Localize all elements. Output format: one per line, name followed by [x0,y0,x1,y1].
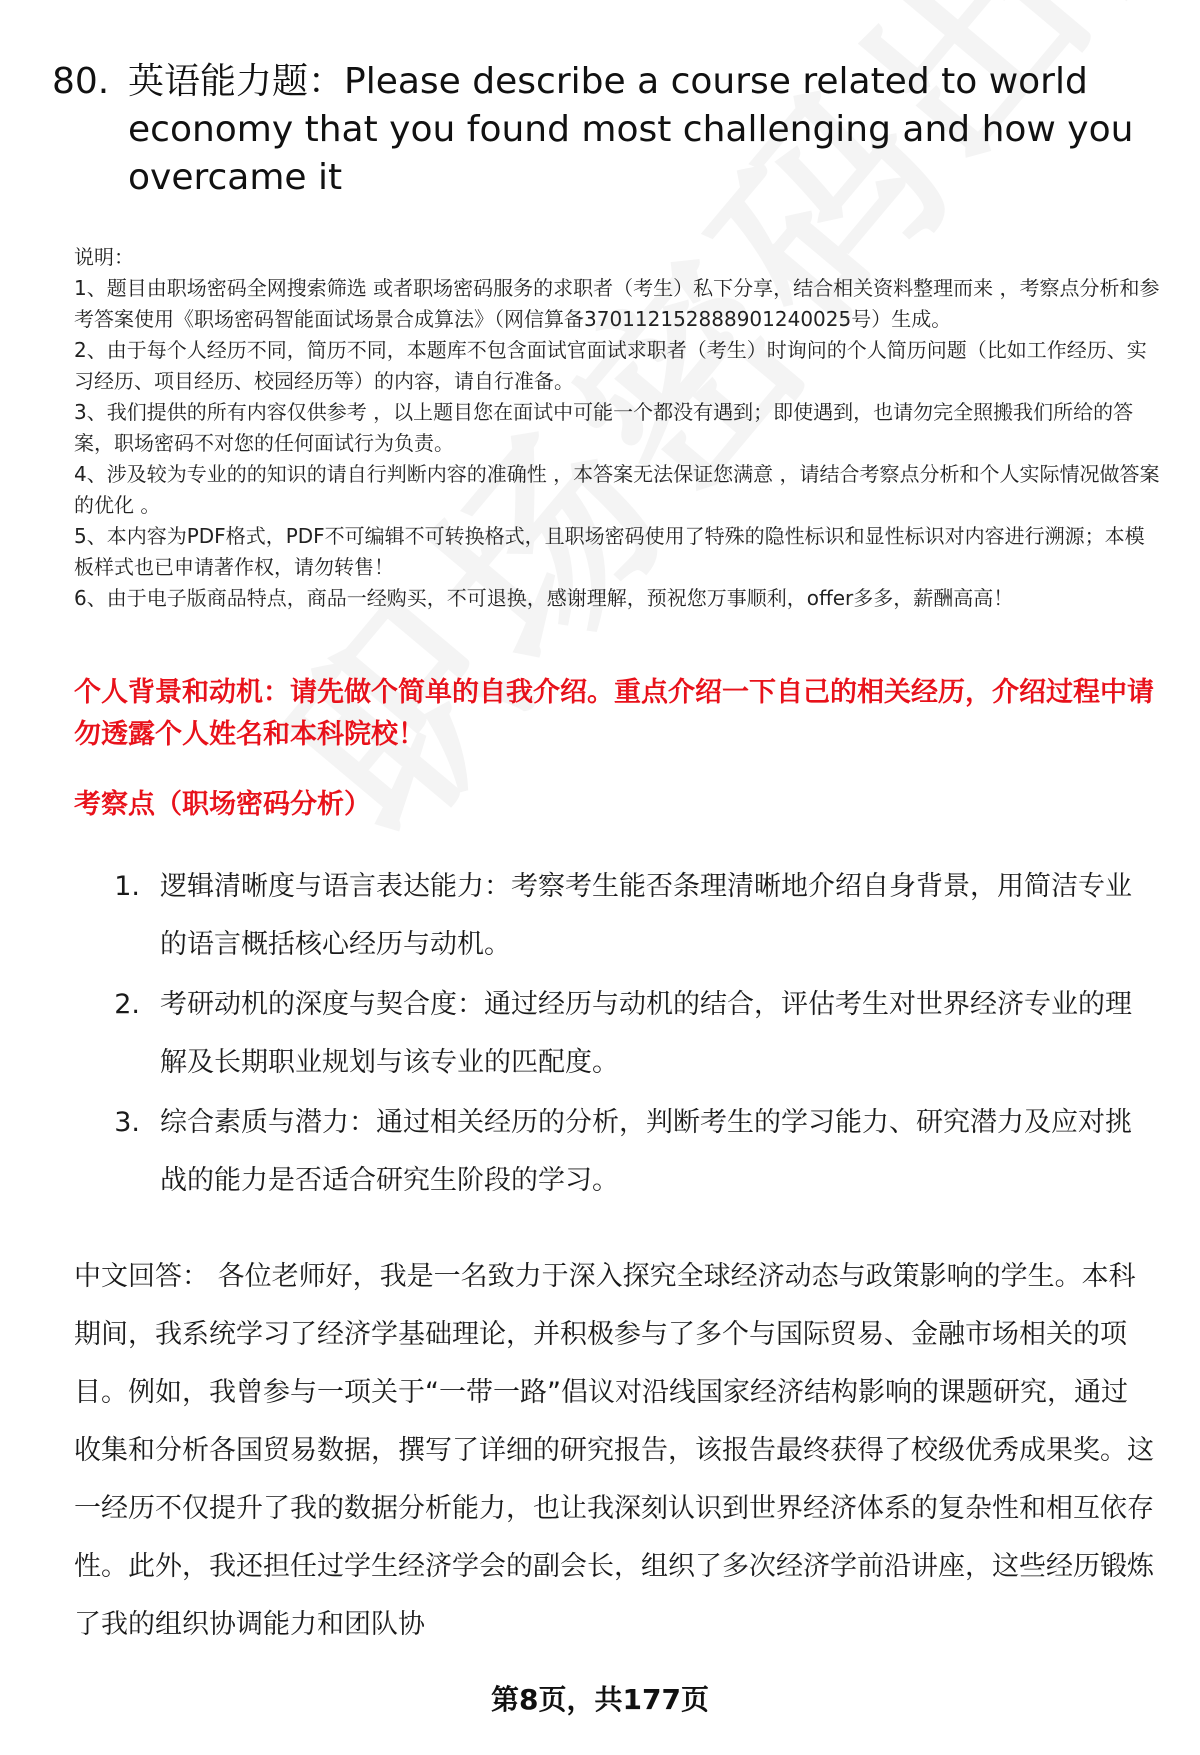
point-text: 考研动机的深度与契合度：通过经历与动机的结合，评估考生对世界经济专业的理解及长期职业规划与该专业的匹配度。 [160,989,1132,1078]
notes-section [74,242,1164,614]
notes-line: 5、本内容为PDF格式，PDF不可编辑不可转换格式，且职场密码使用了特殊的隐性标识和显性标识对内容进行溯源；本模板样式也已申请著作权，请勿转售！ [74,524,1145,579]
list-item [74,1094,1154,1210]
point-number: 2. [114,989,140,1020]
page-footer: 第8页，共177页 [491,1683,709,1716]
notes-line: 说明： [74,245,134,269]
point-text: 综合素质与潜力：通过相关经历的分析，判断考生的学习能力、研究潜力及应对挑战的能力是否适合研究生阶段的学习。 [160,1107,1132,1196]
background-heading: 个人背景和动机：请先做个简单的自我介绍。重点介绍一下自己的相关经历，介绍过程中请勿透露个人姓名和本科院校！ [74,677,1154,750]
point-text: 逻辑清晰度与语言表达能力：考察考生能否条理清晰地介绍自身背景，用简洁专业的语言概括核心经历与动机。 [160,871,1132,960]
answer-paragraph: 中文回答： 各位老师好，我是一名致力于深入探究全球经济动态与政策影响的学生。本科期间，我系统学习了经济学基础理论，并积极参与了多个与国际贸易、金融市场相关的项目。例如，我曾参与一项关于“一带一路”倡议对沿线国家经济结构影响的课题研究，通过收集和分析各国贸易数据，撰写了详细的研究报告，该报告最终获得了校级优秀成果奖。这一经历不仅提升了我的数据分析能力，也让我深刻认识到世界经济体系的复杂性和相互依存性。此外，我还担任过学生经济学会的副会长，组织了多次经济学前沿讲座，这些经历锻炼了我的组织协调能力和团队协 [74,1261,1154,1640]
notes-line: 1、题目由职场密码全网搜索筛选 或者职场密码服务的求职者（考生）私下分享，结合相关资料整理而来 ，考察点分析和参考答案使用《职场密码智能面试场景合成算法》（网信算备370112152888901240025号）生成。 [74,276,1160,331]
point-number: 1. [114,871,140,902]
analysis-points [74,858,1154,1212]
notes-line: 3、我们提供的所有内容仅供参考 ，以上题目您在面试中可能一个都没有遇到；即使遇到，也请勿完全照搬我们所给的答案，职场密码不对您的任何面试行为负责。 [74,400,1134,455]
notes-line: 2、由于每个人经历不同，简历不同，本题库不包含面试官面试求职者（考生）时询问的个人简历问题（比如工作经历、实习经历、项目经历、校园经历等）的内容，请自行准备。 [74,338,1147,393]
list-item [74,858,1154,974]
analysis-heading: 考察点（职场密码分析） [74,789,371,820]
point-number: 3. [114,1107,140,1138]
list-item [74,976,1154,1092]
notes-line: 6、由于电子版商品特点，商品一经购买，不可退换，感谢理解，预祝您万事顺利，offer多多，薪酬高高！ [74,586,1014,610]
question-number: 80. [52,61,110,102]
question-title [52,58,1152,202]
notes-line: 4、涉及较为专业的的知识的请自行判断内容的准确性 ，本答案无法保证您满意 ，请结合考察点分析和个人实际情况做答案的优化 。 [74,462,1160,517]
question-text: 英语能力题：Please describe a course related to world economy that you found most challenging and how you overcame it [128,61,1134,198]
